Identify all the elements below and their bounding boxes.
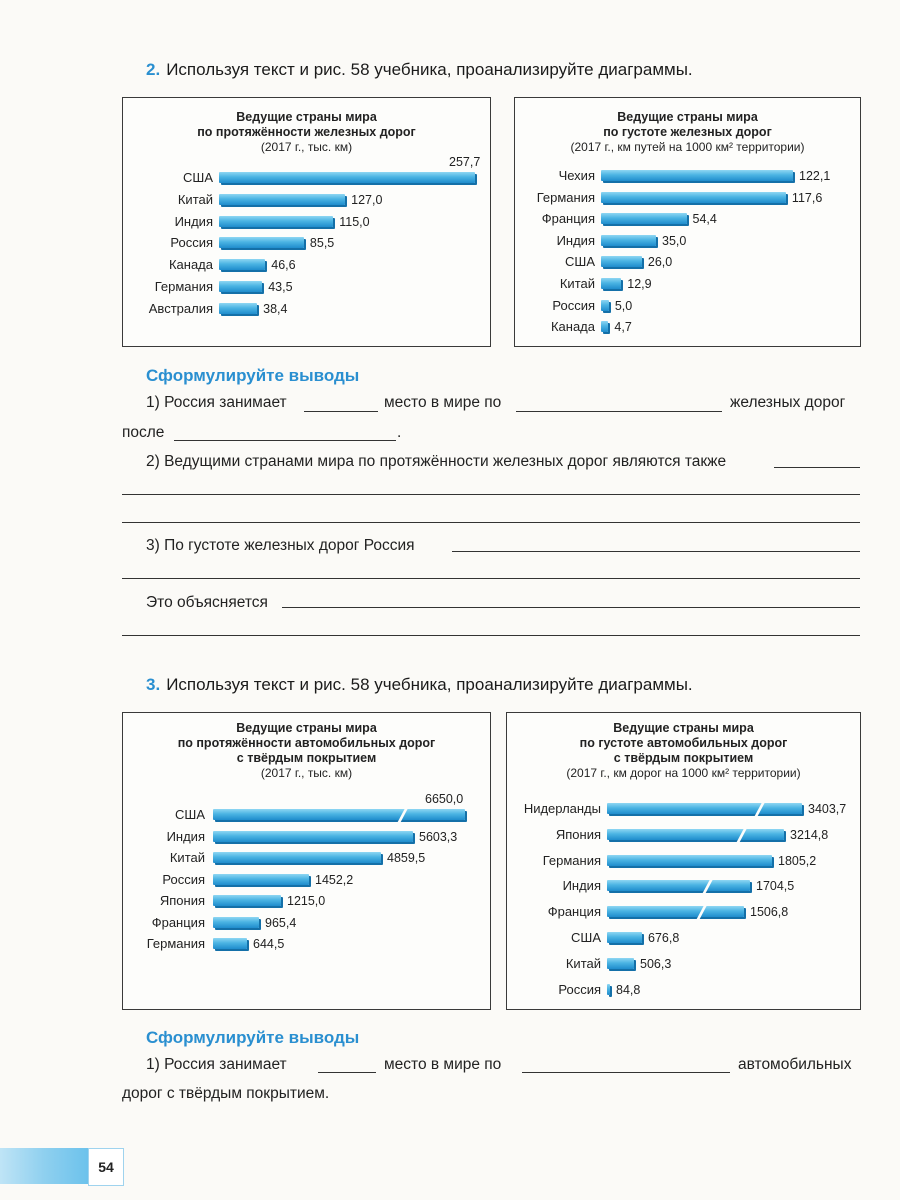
chart-bar — [219, 281, 262, 292]
chart-bar — [219, 303, 257, 314]
chart-bar — [219, 172, 475, 183]
conclusions-heading: Сформулируйте выводы — [146, 1028, 360, 1047]
chart-bar — [601, 321, 608, 332]
chart-title-line: по протяжённости автомобильных дорог — [177, 736, 436, 750]
task-3-number: 3. — [146, 675, 161, 694]
chart-value-label: 26,0 — [647, 255, 673, 270]
chart-row — [123, 792, 490, 825]
chart-bar — [219, 259, 265, 270]
conclusion-1-start: 1) Россия занимает — [146, 1056, 287, 1073]
chart-value-label: 6650,0 — [425, 792, 464, 806]
chart-category-label: Индия — [556, 232, 595, 248]
chart-category-label: Германия — [146, 936, 205, 951]
answer-line[interactable] — [122, 494, 860, 495]
chart-category-label: Канада — [550, 319, 595, 335]
chart-bar — [213, 938, 247, 949]
chart-bar — [607, 958, 634, 969]
chart-row — [515, 166, 860, 186]
chart-category-label: Нидерланды — [523, 801, 601, 816]
chart-category-label: США — [571, 930, 601, 945]
chart-row — [507, 928, 860, 948]
chart-value-label: 3403,7 — [808, 802, 847, 816]
chart-row — [123, 891, 490, 911]
chart-row — [507, 825, 860, 845]
chart-value-label: 1452,2 — [315, 872, 354, 887]
conclusion-1-period: . — [397, 424, 402, 441]
chart-title-line: с твёрдым покрытием — [613, 751, 754, 765]
conclusion-1-mid: место в мире по — [384, 394, 502, 411]
answer-blank[interactable] — [282, 607, 860, 608]
chart-value-label: 1506,8 — [750, 905, 789, 920]
chart-title-line: с твёрдым покрытием — [236, 751, 377, 765]
answer-blank[interactable] — [516, 411, 722, 412]
chart-row — [123, 870, 490, 890]
chart-category-label: Китай — [565, 955, 601, 971]
chart-value-label: 506,3 — [640, 956, 672, 971]
page-number: 54 — [88, 1148, 124, 1186]
chart-row — [515, 317, 860, 337]
chart-category-label: Австралия — [148, 300, 213, 316]
chart-bar — [607, 932, 642, 943]
chart-row — [507, 980, 860, 1000]
chart-value-label: 3214,8 — [790, 827, 829, 842]
chart-bar — [601, 213, 687, 224]
chart-value-label: 5603,3 — [419, 829, 458, 844]
chart-row — [515, 252, 860, 272]
chart-value-label: 122,1 — [799, 169, 831, 183]
chart-subtitle: (2017 г., тыс. км) — [260, 766, 353, 780]
chart-row — [123, 299, 490, 319]
conclusion-4: Это объясняется — [146, 594, 268, 611]
chart-row — [123, 155, 490, 188]
chart-title — [507, 721, 860, 781]
answer-blank[interactable] — [174, 440, 396, 441]
chart-value-label: 257,7 — [449, 155, 481, 169]
conclusion-1-mid: место в мире по — [384, 1056, 502, 1073]
chart-category-label: Индия — [174, 213, 213, 229]
chart-category-label: США — [175, 807, 205, 822]
answer-line[interactable] — [122, 635, 860, 636]
chart-row — [507, 954, 860, 974]
chart-title-line: Ведущие страны мира — [613, 721, 754, 735]
chart-value-label: 38,4 — [263, 301, 288, 316]
chart-bar — [213, 917, 259, 928]
chart-value-label: 115,0 — [339, 214, 370, 229]
chart-bar — [607, 880, 750, 891]
chart-value-label: 35,0 — [662, 233, 687, 248]
chart-title-line: Ведущие страны мира — [617, 110, 758, 124]
chart-row — [123, 934, 490, 954]
chart-value-label: 85,5 — [309, 236, 335, 251]
answer-blank[interactable] — [452, 551, 860, 552]
chart-bar — [607, 984, 610, 995]
chart-row — [515, 188, 860, 208]
chart-category-label: Канада — [168, 257, 213, 273]
chart-bar — [601, 235, 656, 246]
task-2-text: Используя текст и рис. 58 учебника, проанализируйте диаграммы. — [166, 60, 693, 79]
chart-category-label: США — [565, 254, 595, 270]
chart-railway-length — [122, 97, 491, 347]
chart-row — [515, 209, 860, 229]
chart-bar — [219, 216, 333, 227]
answer-blank[interactable] — [304, 411, 378, 412]
chart-bar — [213, 895, 281, 906]
conclusion-3: 3) По густоте железных дорог Россия — [146, 537, 415, 554]
chart-title — [515, 110, 860, 155]
chart-category-label: США — [183, 170, 213, 185]
chart-value-label: 127,0 — [351, 192, 383, 207]
chart-title-line: Ведущие страны мира — [236, 110, 377, 124]
chart-row — [515, 296, 860, 316]
chart-value-label: 54,4 — [692, 212, 717, 227]
answer-line[interactable] — [122, 522, 860, 523]
chart-row — [507, 851, 860, 871]
chart-row — [123, 827, 490, 847]
chart-value-label: 5,0 — [614, 298, 633, 313]
task-3-heading — [146, 675, 693, 695]
chart-bar — [607, 906, 744, 917]
chart-value-label: 644,5 — [253, 937, 285, 951]
chart-category-label: Россия — [170, 235, 213, 251]
answer-blank[interactable] — [522, 1072, 730, 1073]
chart-value-label: 965,4 — [265, 915, 297, 930]
chart-bar — [213, 831, 413, 842]
chart-subtitle: (2017 г., км путей на 1000 км² территории) — [570, 140, 805, 154]
chart-title-line: по протяжённости железных дорог — [197, 125, 416, 139]
chart-road-density — [506, 712, 861, 1010]
chart-category-label: Китай — [177, 191, 213, 207]
task-3-text: Используя текст и рис. 58 учебника, проанализируйте диаграммы. — [166, 675, 693, 694]
chart-category-label: Германия — [536, 189, 595, 205]
conclusion-1-after: дорог с твёрдым покрытием. — [122, 1085, 330, 1102]
chart-category-label: Германия — [542, 852, 601, 868]
chart-value-label: 117,6 — [791, 190, 823, 205]
chart-railway-density — [514, 97, 861, 347]
answer-blank[interactable] — [318, 1072, 376, 1073]
chart-bar — [601, 192, 786, 203]
chart-category-label: Япония — [159, 893, 205, 908]
chart-bar — [601, 256, 642, 267]
chart-category-label: Китай — [169, 850, 205, 865]
chart-bar — [601, 170, 793, 181]
chart-value-label: 4,7 — [614, 320, 632, 335]
chart-category-label: Россия — [552, 297, 595, 313]
chart-road-length — [122, 712, 491, 1010]
chart-row — [123, 190, 490, 210]
conclusion-2: 2) Ведущими странами мира по протяжённости железных дорог являются также — [146, 453, 727, 470]
chart-bar — [607, 803, 802, 814]
chart-category-label: Индия — [166, 828, 205, 844]
chart-bar — [607, 855, 772, 866]
chart-value-label: 1704,5 — [756, 879, 795, 894]
chart-value-label: 1215,0 — [287, 894, 326, 908]
chart-row — [123, 233, 490, 253]
chart-subtitle: (2017 г., км дорог на 1000 км² территории) — [566, 766, 801, 780]
chart-category-label: Индия — [562, 878, 601, 894]
chart-category-label: Япония — [555, 826, 601, 842]
conclusion-1-end: железных дорог — [730, 394, 846, 411]
conclusion-1-start: 1) Россия занимает — [146, 394, 287, 411]
chart-value-label: 84,8 — [616, 982, 641, 997]
chart-subtitle: (2017 г., тыс. км) — [260, 140, 353, 154]
answer-blank[interactable] — [774, 467, 860, 468]
chart-category-label: Франция — [151, 914, 205, 930]
chart-bar — [219, 237, 304, 248]
chart-row — [123, 255, 490, 275]
chart-row — [507, 876, 860, 896]
chart-bar — [213, 809, 465, 820]
chart-row — [123, 277, 490, 297]
chart-row — [123, 913, 490, 933]
chart-bar — [607, 829, 784, 840]
chart-category-label: Россия — [558, 981, 601, 997]
chart-category-label: Чехия — [558, 168, 595, 183]
chart-row — [515, 274, 860, 294]
chart-row — [507, 902, 860, 922]
chart-value-label: 1805,2 — [778, 853, 817, 868]
chart-bar — [601, 300, 609, 311]
chart-title-line: по густоте автомобильных дорог — [579, 736, 788, 750]
chart-bar — [213, 852, 381, 863]
chart-title-line: Ведущие страны мира — [236, 721, 377, 735]
chart-row — [515, 231, 860, 251]
chart-category-label: Китай — [559, 276, 595, 291]
chart-category-label: Франция — [541, 211, 595, 227]
chart-value-label: 12,9 — [627, 277, 652, 291]
chart-value-label: 43,5 — [268, 280, 293, 294]
chart-title-line: по густоте железных дорог — [603, 125, 772, 139]
chart-row — [123, 848, 490, 868]
conclusions-heading: Сформулируйте выводы — [146, 366, 360, 385]
conclusion-1-end: автомобильных — [738, 1056, 852, 1073]
chart-bar — [601, 278, 621, 289]
chart-row — [123, 212, 490, 232]
conclusion-1-after: после — [122, 424, 165, 441]
task-2-number: 2. — [146, 60, 161, 79]
chart-title — [123, 721, 490, 781]
chart-value-label: 46,6 — [271, 258, 296, 273]
chart-category-label: Франция — [547, 904, 601, 920]
chart-row — [507, 799, 860, 819]
chart-category-label: Германия — [154, 279, 213, 294]
chart-value-label: 676,8 — [648, 931, 680, 945]
chart-title — [123, 110, 490, 155]
chart-value-label: 4859,5 — [387, 851, 426, 865]
page-tab-decoration — [0, 1148, 88, 1184]
task-2-heading — [146, 60, 693, 80]
chart-bar — [213, 874, 309, 885]
chart-bar — [219, 194, 345, 205]
answer-line[interactable] — [122, 578, 860, 579]
chart-category-label: Россия — [162, 871, 205, 887]
